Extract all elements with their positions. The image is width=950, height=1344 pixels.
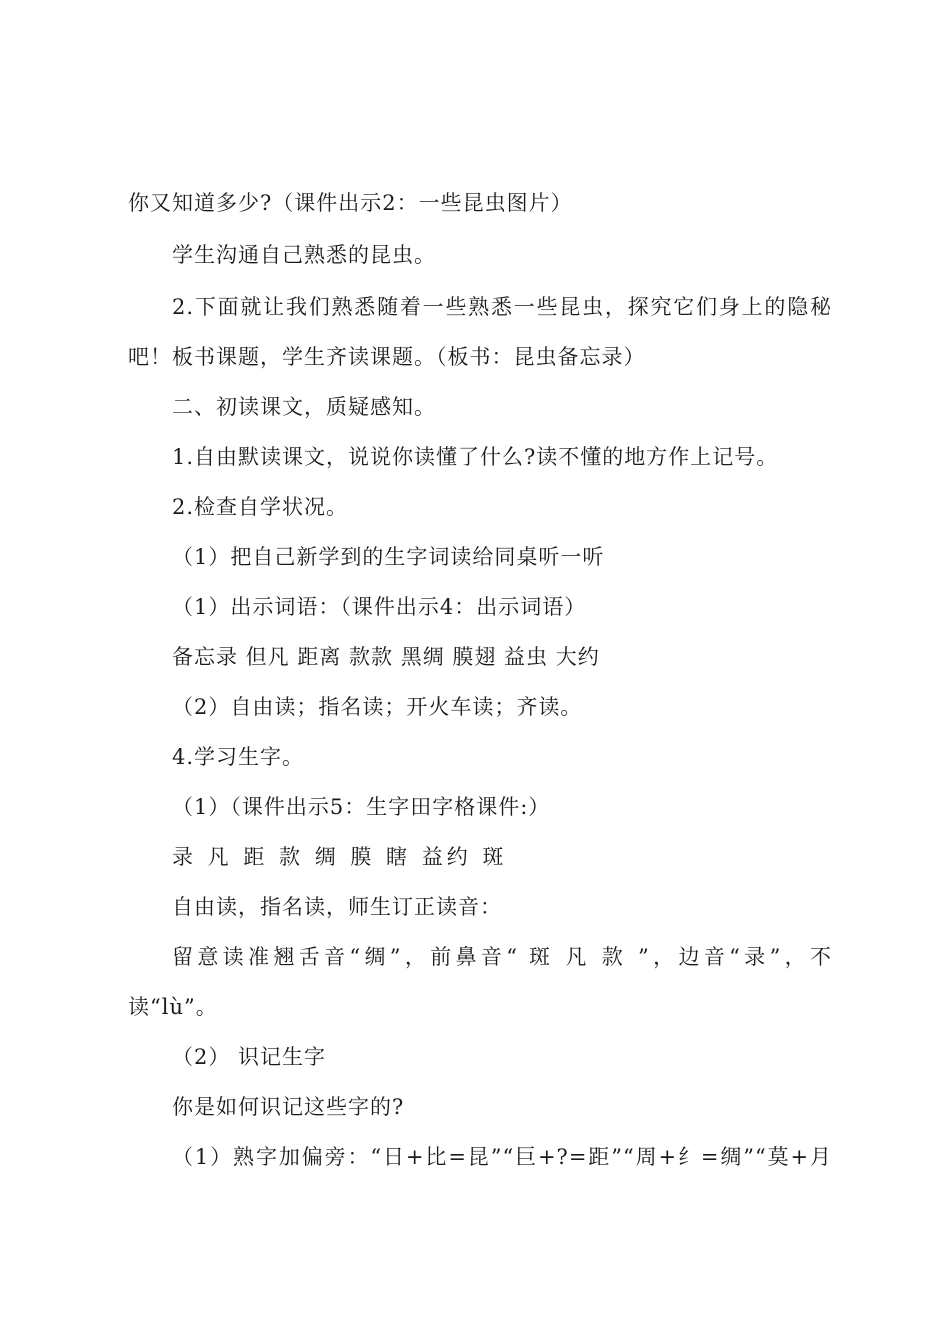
text-line-3: 2.下面就让我们熟悉随着一些熟悉一些昆虫，探究它们身上的隐秘: [172, 295, 832, 319]
text-line-18: （2） 识记生字: [172, 1045, 327, 1069]
text-line-13: （1）（课件出示5：生字田字格课件:）: [172, 795, 551, 819]
text-line-9: （1）出示词语：（课件出示4：出示词语）: [172, 595, 587, 619]
text-line-7: 2.检查自学状况。: [172, 495, 349, 519]
text-line-1: 你又知道多少?（课件出示2：一些昆虫图片）: [128, 191, 573, 215]
text-line-6: 1.自由默读课文，说说你读懂了什么?读不懂的地方作上记号。: [172, 445, 779, 469]
text-line-2: 学生沟通自己熟悉的昆虫。: [172, 243, 436, 267]
text-line-8: （1）把自己新学到的生字词读给同桌听一听: [172, 545, 605, 569]
text-line-19: 你是如何识记这些字的?: [172, 1095, 405, 1119]
vocabulary-line: 备忘录 但凡 距离 款款 黑绸 膜翅 益虫 大约: [172, 645, 600, 669]
text-line-11: （2）自由读；指名读；开火车读；齐读。: [172, 695, 583, 719]
characters-line: 录 凡 距 款 绸 膜 瞎 益约 斑: [172, 845, 508, 869]
text-line-15: 自由读，指名读，师生订正读音：: [172, 895, 502, 919]
section-heading: 二、初读课文，质疑感知。: [172, 395, 436, 419]
text-line-4: 吧！板书课题，学生齐读课题。（板书：昆虫备忘录）: [128, 345, 646, 369]
text-line-17: 读“lù”。: [128, 995, 218, 1019]
text-line-12: 4.学习生字。: [172, 745, 305, 769]
text-line-16: 留意读准翘舌音“绸”，前鼻音“ 斑 凡 款 ”，边音“录”，不: [172, 945, 832, 969]
text-line-20: （1）熟字加偏旁：“日+比=昆”“巨+?=距”“周+纟=绸”“莫+月: [172, 1145, 832, 1169]
